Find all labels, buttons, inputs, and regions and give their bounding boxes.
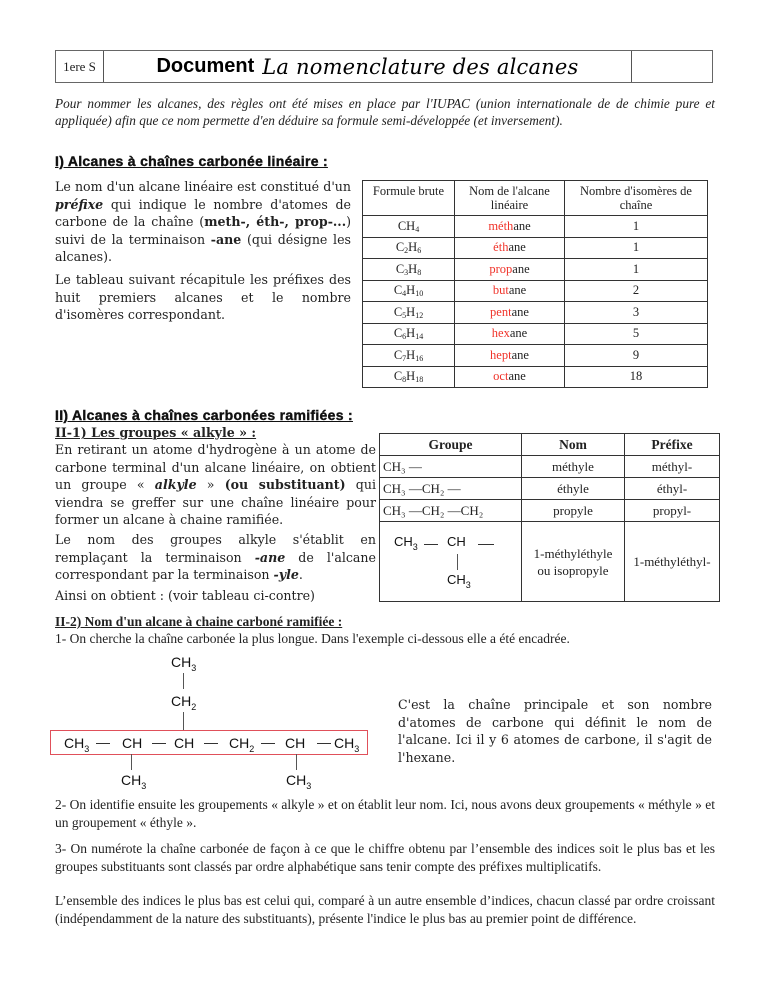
text: (qui désigne les alcanes). [55, 231, 351, 264]
text: Le nom des groupes alkyle s'établit en remplaçant la terminaison [55, 532, 376, 565]
table-header: Nom [522, 434, 625, 456]
subsection-2-1-title: II-1) Les groupes « alkyle » : [55, 425, 257, 440]
isomer-count: 3 [565, 302, 708, 324]
table-header: Nom de l'alcane linéaire [455, 181, 565, 216]
step-2-text: 2- On identifie ensuite les groupements « alkyle » et on établit leur nom. Ici, nous avons deux groupements « méthyle » et un groupement « éthyle ». [55, 797, 715, 830]
prefix-examples: meth-, éth-, prop-... [204, 214, 347, 229]
alkane-name: octane [455, 366, 565, 388]
isomer-count: 1 [565, 237, 708, 259]
group-name: méthyle [522, 456, 625, 478]
table-header: Préfixe [625, 434, 720, 456]
prefix-term: préfixe [55, 196, 104, 212]
section-2-title: II) Alcanes à chaînes carbonées ramifiées : [55, 407, 353, 423]
table-row [363, 259, 708, 281]
group-name: éthyle [522, 478, 625, 500]
table-row [363, 302, 708, 324]
document-label: Document [156, 55, 255, 77]
table-header: Formule brute [363, 181, 455, 216]
page-title: La nomenclature des alcanes [262, 54, 579, 79]
header-title-cell [104, 51, 631, 82]
group-formula: CH₃ —CH₂ —CH₂ [380, 500, 522, 522]
isopropyl-structure: $CH_3$ CH $CH_3$ [380, 522, 522, 602]
text: . [298, 567, 303, 582]
ethyl-ch3: $CH_3$ [171, 654, 197, 673]
isomer-count: 1 [565, 259, 708, 281]
group-prefix: propyl- [625, 500, 720, 522]
subsection-2-2-title: II-2) Nom d'un alcane à chaine carboné ramifiée : [55, 614, 343, 629]
text: Le nom d'un alcane linéaire est constitué d'un [55, 179, 351, 194]
alkyl-groups-table [379, 433, 720, 602]
text: de l'alcane correspondant par la terminaison [55, 549, 376, 582]
table-row [363, 323, 708, 345]
name-line-1: 1-méthyléthyle [533, 545, 613, 561]
alkane-name: propane [455, 259, 565, 281]
table-row [363, 216, 708, 238]
yle-suffix: -yle [273, 567, 299, 582]
group-prefix: méthyl- [625, 456, 720, 478]
step-1-text: 1- On cherche la chaîne carbonée la plus longue. Dans l'exemple ci-dessous elle a été encadrée. [55, 631, 570, 646]
table-row [363, 366, 708, 388]
section-1-title: I) Alcanes à chaînes carbonée linéaire : [55, 153, 328, 169]
table-header: Groupe [380, 434, 522, 456]
text: En retirant un atome d'hydrogène à un atome de carbone terminal d'un alcane linéaire, on obtient un groupe « [55, 442, 376, 492]
alkyl-paragraph-3: Ainsi on obtient : (voir tableau ci-contre) [55, 588, 315, 603]
table-row [380, 500, 720, 522]
name-line-2: ou isopropyle [537, 562, 609, 578]
text: qui viendra se greffer sur une chaîne linéaire pour former un alcane à chaine ramifiée. [55, 477, 376, 527]
alkane-name: éthane [455, 237, 565, 259]
formula: $CH_4$ [363, 216, 455, 238]
header-empty-cell [631, 51, 712, 82]
alkane-name: pentane [455, 302, 565, 324]
linear-alkanes-table [362, 180, 708, 388]
group-formula: CH₃ —CH₂ — [380, 478, 522, 500]
ane-suffix: -ane [254, 549, 286, 565]
substituent-term: (ou substituant) [224, 477, 346, 492]
isomer-count: 5 [565, 323, 708, 345]
text: qui indique le nombre d'atomes de carbone de la chaîne ( [55, 196, 351, 229]
section-1-paragraph-1 [55, 178, 351, 266]
formula: $C_7H_{16}$ [363, 345, 455, 367]
table-row [380, 478, 720, 500]
group-name [522, 522, 625, 602]
table-row [380, 456, 720, 478]
alkyl-paragraph-1 [55, 441, 376, 529]
isomer-count: 2 [565, 280, 708, 302]
step-3-text: 3- On numérote la chaîne carbonée de façon à ce que le chiffre obtenu par l’ensemble des indices soit le plus bas et les groupes substituants sont classés par ordre alphabétique sans tenir compte des préfixes multiplicatifs. [55, 841, 715, 874]
isomer-count: 18 [565, 366, 708, 388]
formula: $C_2H_6$ [363, 237, 455, 259]
formula: $C_8H_{18}$ [363, 366, 455, 388]
alkyl-paragraph-2 [55, 531, 376, 584]
table-row [380, 522, 720, 602]
isomer-count: 1 [565, 216, 708, 238]
main-chain-explanation: C'est la chaîne principale et son nombre d'atomes de carbone qui définit le nom de l'alcane. Ici il y 6 atomes de carbone, il s'agit de l'hexane. [398, 697, 712, 765]
formula: $C_5H_{12}$ [363, 302, 455, 324]
text: » [196, 477, 225, 492]
table-row [363, 237, 708, 259]
table-row [363, 345, 708, 367]
step-3-detail-text: L’ensemble des indices le plus bas est celui qui, comparé à un autre ensemble d’indices, chacun classé par ordre croissant (indépendamment de la nature des substituants), présente l'indice le plus bas au premier point de différence. [55, 893, 715, 926]
ethyl-ch2: $CH_2$ [171, 693, 197, 712]
formula: $C_3H_8$ [363, 259, 455, 281]
isomer-count: 9 [565, 345, 708, 367]
alkane-name: butane [455, 280, 565, 302]
table-row [363, 280, 708, 302]
group-prefix: 1-méthyléthyl- [625, 522, 720, 602]
table-header: Nombre d'isomères de chaîne [565, 181, 708, 216]
group-formula: CH₃ — [380, 456, 522, 478]
class-level: 1ere S [56, 51, 104, 82]
alkane-name: méthane [455, 216, 565, 238]
formula: $C_4H_{10}$ [363, 280, 455, 302]
group-name: propyle [522, 500, 625, 522]
alkane-name: heptane [455, 345, 565, 367]
document-header [55, 50, 713, 83]
suffix-term: -ane [210, 231, 242, 247]
alkyl-term: alkyle [154, 477, 197, 492]
methyl-branch: $CH_3$ [286, 772, 312, 791]
section-1-paragraph-2: Le tableau suivant récapitule les préfixes des huit premiers alcanes et le nombre d'isomères correspondant. [55, 272, 351, 322]
text: ) suivi de la terminaison [55, 214, 351, 247]
formula: $C_6H_{14}$ [363, 323, 455, 345]
alkane-name: hexane [455, 323, 565, 345]
methyl-branch: $CH_3$ [121, 772, 147, 791]
intro-paragraph: Pour nommer les alcanes, des règles ont été mises en place par l'IUPAC (union internationale de de chimie pure et appliquée) afin que ce nom permette d'en déduire sa formule semi-développée (et inversement). [55, 96, 715, 128]
group-prefix: éthyl- [625, 478, 720, 500]
